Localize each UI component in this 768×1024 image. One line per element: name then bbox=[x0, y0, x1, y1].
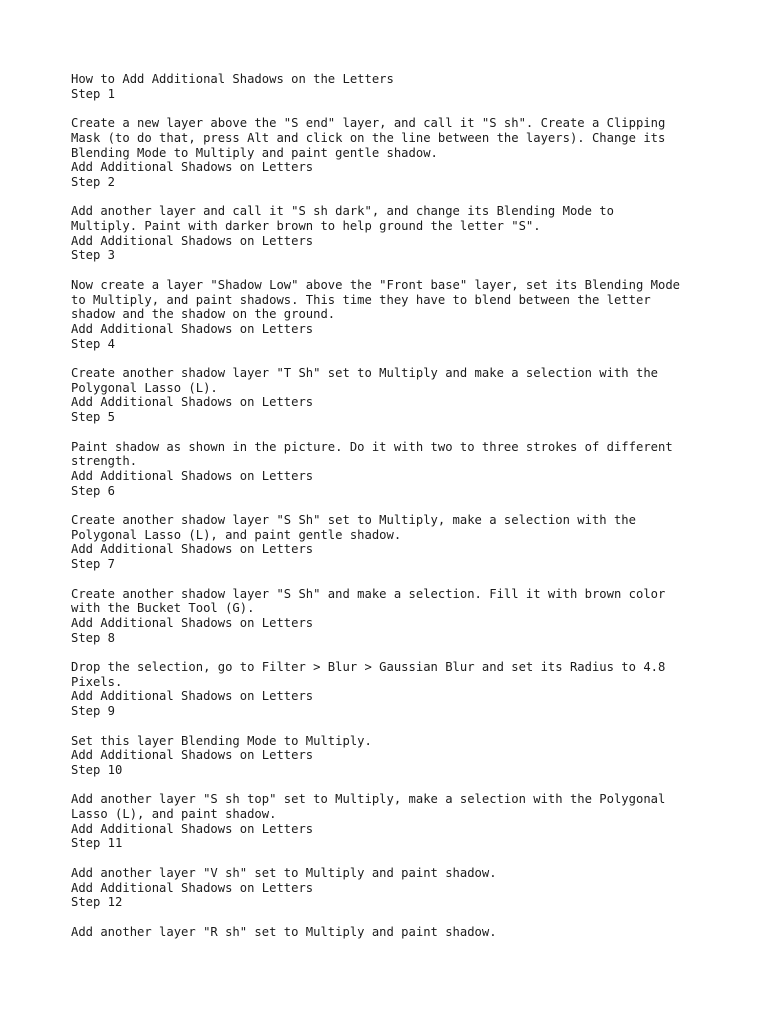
step-7-text: Create another shadow layer "S Sh" and make a selection. Fill it with brown color with the Bucket Tool (G). bbox=[71, 586, 666, 616]
step-10-label: Step 10 bbox=[71, 762, 123, 777]
step-6-label: Step 6 bbox=[71, 483, 116, 498]
step-1-label: Step 1 bbox=[71, 86, 116, 101]
step-5-text: Paint shadow as shown in the picture. Do it with two to three strokes of different strength. bbox=[71, 439, 673, 469]
step-3-caption: Add Additional Shadows on Letters bbox=[71, 321, 314, 336]
step-3-label: Step 3 bbox=[71, 248, 116, 263]
step-4-text: Create another shadow layer "T Sh" set to Multiply and make a selection with the Polygonal Lasso (L). bbox=[71, 366, 658, 395]
step-10-text: Add another layer "S sh top" set to Multiply, make a selection with the Polygonal Lasso (L), and paint shadow. bbox=[71, 792, 666, 821]
step-5-section bbox=[71, 410, 711, 484]
step-1-section bbox=[71, 87, 711, 175]
step-5-caption: Add Additional Shadows on Letters bbox=[71, 468, 314, 483]
step-9-caption: Add Additional Shadows on Letters bbox=[71, 748, 314, 763]
step-6-section bbox=[71, 484, 711, 558]
step-7-section bbox=[71, 557, 711, 631]
step-11-caption: Add Additional Shadows on Letters bbox=[71, 880, 314, 895]
step-6-text: Create another shadow layer "S Sh" set to Multiply, make a selection with the Polygonal Lasso (L), and paint gentle shadow. bbox=[71, 513, 636, 542]
step-11-text: Add another layer "V sh" set to Multiply and paint shadow. bbox=[71, 865, 497, 880]
step-5-label: Step 5 bbox=[71, 410, 116, 425]
step-10-section bbox=[71, 763, 711, 837]
step-11-section bbox=[71, 836, 711, 895]
step-12-text: Add another layer "R sh" set to Multiply and paint shadow. bbox=[71, 924, 497, 939]
step-2-text: Add another layer and call it "S sh dark", and change its Blending Mode to Multiply. Paint with darker brown to help ground the letter "S". bbox=[71, 204, 614, 233]
step-9-section bbox=[71, 704, 711, 763]
step-4-section bbox=[71, 337, 711, 411]
step-8-label: Step 8 bbox=[71, 630, 116, 645]
step-4-label: Step 4 bbox=[71, 336, 116, 351]
step-3-section bbox=[71, 248, 711, 336]
step-12-label: Step 12 bbox=[71, 895, 123, 910]
step-10-caption: Add Additional Shadows on Letters bbox=[71, 821, 314, 836]
step-9-label: Step 9 bbox=[71, 704, 116, 719]
step-2-label: Step 2 bbox=[71, 174, 116, 189]
step-9-text: Set this layer Blending Mode to Multiply. bbox=[71, 733, 372, 748]
step-7-label: Step 7 bbox=[71, 557, 116, 572]
step-8-caption: Add Additional Shadows on Letters bbox=[71, 689, 314, 704]
document-title: How to Add Additional Shadows on the Letters bbox=[71, 72, 394, 86]
step-11-label: Step 11 bbox=[71, 836, 123, 851]
step-1-text: Create a new layer above the "S end" layer, and call it "S sh". Create a Clipping Mask (to do that, press Alt and click on the line between the layers). Change its Blending Mode to Multiply and paint gentle shadow. bbox=[71, 116, 666, 160]
step-8-section bbox=[71, 631, 711, 705]
step-2-section bbox=[71, 175, 711, 249]
step-3-text: Now create a layer "Shadow Low" above the "Front base" layer, set its Blending Mode to Multiply, and paint shadows. This time they have to blend between the letter shadow and the shadow on the ground. bbox=[71, 277, 681, 322]
step-1-caption: Add Additional Shadows on Letters bbox=[71, 160, 314, 175]
document-page bbox=[71, 72, 711, 939]
step-12-section bbox=[71, 895, 711, 939]
step-8-text: Drop the selection, go to Filter > Blur > Gaussian Blur and set its Radius to 4.8 Pixels. bbox=[71, 660, 666, 689]
step-7-caption: Add Additional Shadows on Letters bbox=[71, 615, 314, 630]
step-2-caption: Add Additional Shadows on Letters bbox=[71, 233, 314, 248]
step-6-caption: Add Additional Shadows on Letters bbox=[71, 542, 314, 557]
step-4-caption: Add Additional Shadows on Letters bbox=[71, 395, 314, 410]
